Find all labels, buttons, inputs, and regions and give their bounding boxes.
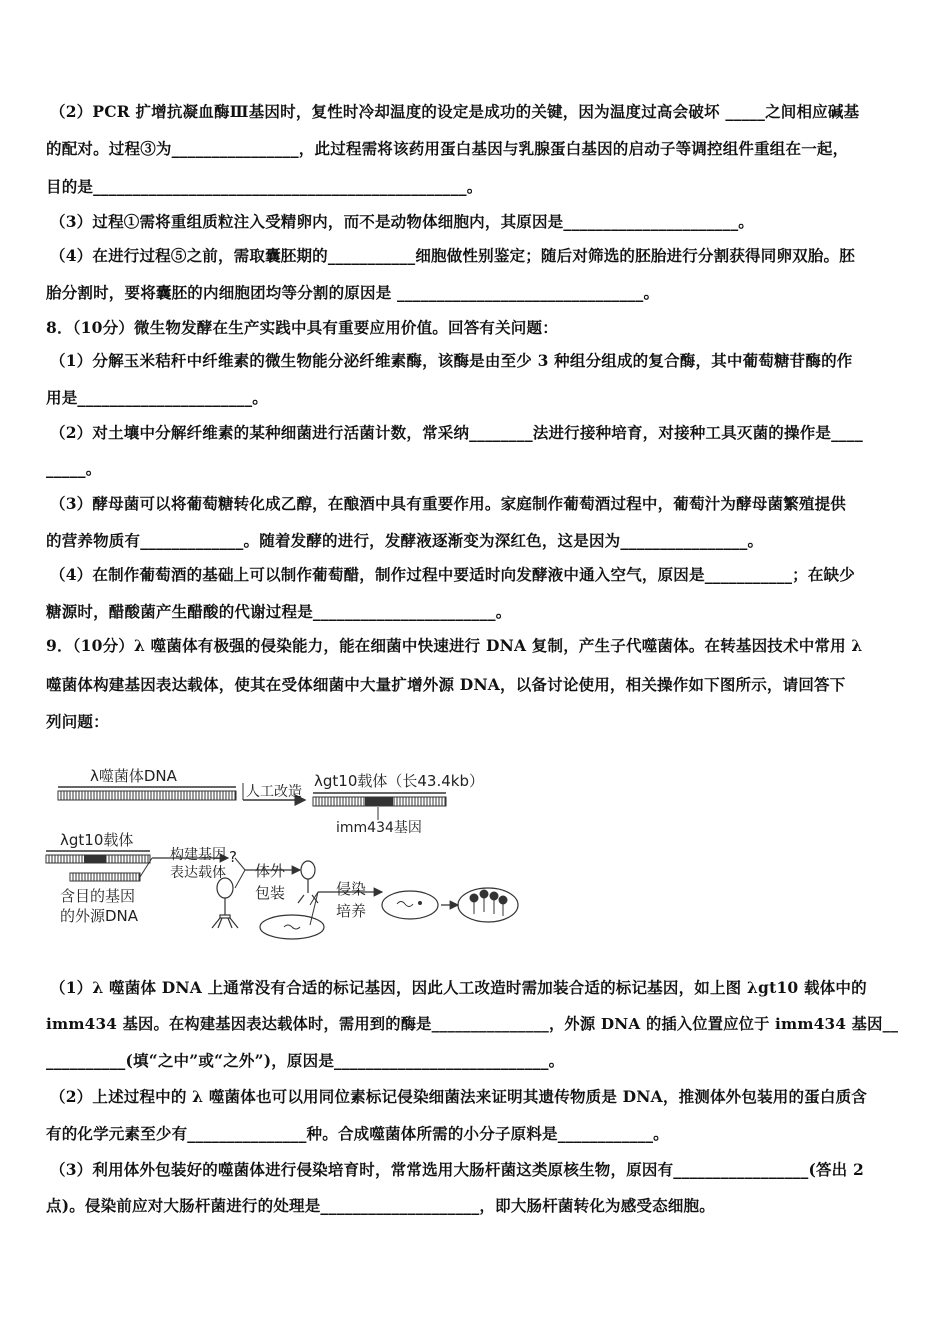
q9-stem-3: 列问题： xyxy=(46,712,109,731)
q8-3-line-1: （3）酵母菌可以将葡萄糖转化成乙醇，在酿酒中具有重要作用。家庭制作葡萄酒过程中，葡萄汁为酵母菌繁殖提供 xyxy=(50,494,846,513)
q9-2-line-1: （2）上述过程中的 λ 噬菌体也可以用同位素标记侵染细菌法来证明其遗传物质是 DNA，推测体外包装用的蛋白质含 xyxy=(50,1087,867,1106)
q7-4-line-1: （4）在进行过程⑤之前，需取囊胚期的___________细胞做性别鉴定；随后对筛选的胚胎进行分割获得同卵双胎。胚 xyxy=(50,246,855,265)
q8-stem: 8．（10分）微生物发酵在生产实践中具有重要应用价值。回答有关问题： xyxy=(46,318,558,337)
label-infect-2: 培养 xyxy=(336,902,367,920)
q8-2-line-1: （2）对土壤中分解纤维素的某种细菌进行活菌计数，常采纳________法进行接种培育，对接种工具灭菌的操作是____ xyxy=(50,423,863,442)
q9-stem-2: 噬菌体构建基因表达载体，使其在受体细菌中大量扩增外源 DNA，以备讨论使用，相关操作如下图所示，请回答下 xyxy=(46,675,846,694)
q8-1-line-2: 用是______________________。 xyxy=(46,388,269,407)
label-build-1: 构建基因 xyxy=(170,847,226,863)
label-infect-1: 侵染 xyxy=(336,880,367,898)
label-imm434: imm434基因 xyxy=(336,820,422,836)
label-vector: λgt10载体 xyxy=(60,831,134,849)
q9-1-line-1: （1）λ 噬菌体 DNA 上通常没有合适的标记基因，因此人工改造时需加装合适的标记基因，如上图 λgt10 载体中的 xyxy=(50,978,867,997)
label-target-2: 的外源DNA xyxy=(60,907,139,925)
q8-2-line-2: _____。 xyxy=(46,459,102,478)
q8-1-line-1: （1）分解玉米秸秆中纤维素的微生物能分泌纤维素酶，该酶是由至少 3 种组分组成的复合酶，其中葡萄糖苷酶的作 xyxy=(50,351,853,370)
q9-3-line-1: （3）利用体外包装好的噬菌体进行侵染培育时，常常选用大肠杆菌这类原核生物，原因有_________________(答出 2 xyxy=(50,1160,864,1179)
label-pack-1: 体外 xyxy=(255,862,286,880)
label-target-1: 含目的基因 xyxy=(60,887,136,905)
q7-2-line-3: 目的是_______________________________________________。 xyxy=(46,177,483,196)
label-question: ? xyxy=(229,848,237,866)
q7-4-line-2: 胎分割时，要将囊胚的内细胞团均等分割的原因是 _______________________________。 xyxy=(46,283,660,302)
q9-1-line-3: __________(填“之中”或“之外”)，原因是___________________________。 xyxy=(46,1051,565,1070)
label-phage-dna: λ噬菌体DNA xyxy=(90,767,177,785)
q7-2-line-2: 的配对。过程③为________________，此过程需将该药用蛋白基因与乳腺蛋白基因的启动子等调控组件重组在一起， xyxy=(46,139,849,158)
q8-3-line-2: 的营养物质有_____________。随着发酵的进行，发酵液逐渐变为深红色，这是因为________________。 xyxy=(46,531,764,550)
q9-stem-1: 9．（10分）λ 噬菌体有极强的侵染能力，能在细菌中快速进行 DNA 复制，产生子代噬菌体。在转基因技术中常用 λ xyxy=(46,636,863,655)
label-modify: 人工改造 xyxy=(246,784,302,800)
q9-3-line-2: 点)。侵染前应对大肠杆菌进行的处理是____________________，即大肠杆菌转化为感受态细胞。 xyxy=(46,1196,715,1215)
label-pack-2: 包装 xyxy=(255,884,286,902)
q9-1-line-2: imm434 基因。在构建基因表达载体时，需用到的酶是_______________，外源 DNA 的插入位置应位于 imm434 基因__ xyxy=(46,1015,899,1033)
label-vector-long: λgt10载体（长43.4kb） xyxy=(314,772,484,790)
q7-2-line-1: （2）PCR 扩增抗凝血酶Ⅲ基因时，复性时冷却温度的设定是成功的关键，因为温度过高会破坏 _____之间相应碱基 xyxy=(50,102,860,121)
q8-4-line-1: （4）在制作葡萄酒的基础上可以制作葡萄醋，制作过程中要适时向发酵液中通入空气，原因是___________；在缺少 xyxy=(50,565,855,584)
q9-2-line-2: 有的化学元素至少有_______________种。合成噬菌体所需的小分子原料是____________。 xyxy=(46,1124,669,1143)
q7-3-line: （3）过程①需将重组质粒注入受精卵内，而不是动物体细胞内，其原因是______________________。 xyxy=(50,212,754,231)
q8-4-line-2: 糖源时，醋酸菌产生醋酸的代谢过程是_______________________。 xyxy=(46,602,512,621)
label-build-2: 表达载体 xyxy=(170,865,226,881)
